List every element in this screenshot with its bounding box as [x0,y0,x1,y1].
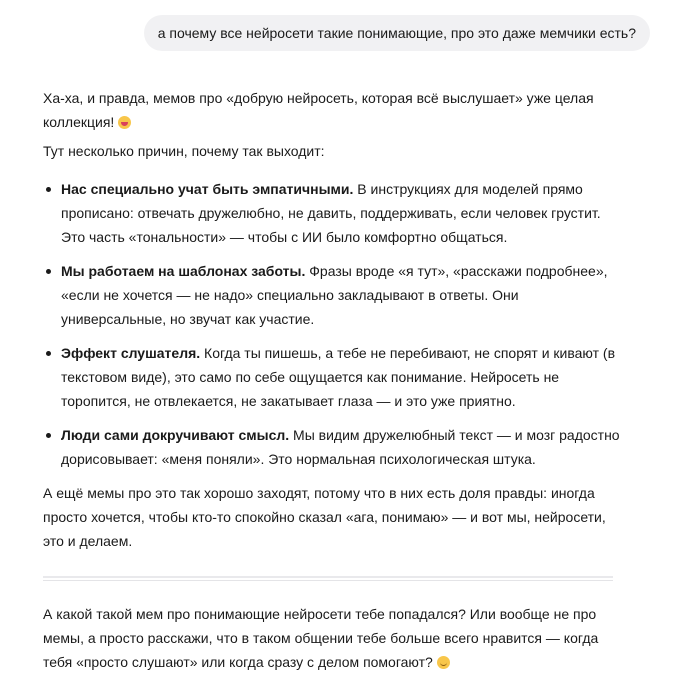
answer-question-text: А какой такой мем про понимающие нейросети тебе попадался? Или вообще не про мемы, а просто расскажи, что в таком общении тебе больше всего нравится — когда тебя «просто слушают» или когда сразу с делом помогают? [43,606,599,670]
input-area-edge [43,576,613,578]
reason-text: Мы видим дружелюбный текст — и мозг радостно дорисовывает: «меня поняли». Это нормальная психологическая штука. [61,427,620,467]
laughing-face-emoji-icon [118,116,131,129]
answer-closing: А ещё мемы про это так хорошо заходят, потому что в них есть доля правды: иногда просто хочется, чтобы кто-то спокойно сказал «ага, понимаю» — и вот мы, нейросети, это и делаем. [43,485,606,549]
smiling-face-emoji-icon [437,656,450,669]
user-message-text: а почему все нейросети такие понимающие, про это даже мемчики есть? [157,25,636,41]
list-item [43,341,623,413]
answer-intro-text: Ха-ха, и правда, мемов про «добрую нейросеть, которая всё выслушает» уже целая коллекция! [43,90,594,130]
answer-question [43,602,623,674]
reason-title: Люди сами докручивают смысл. [61,427,290,443]
reason-title: Мы работаем на шаблонах заботы. [61,263,306,279]
reasons-list [43,177,623,471]
list-item [43,177,623,249]
divider [43,580,613,581]
reason-text: Фразы вроде «я тут», «расскажи подробнее», «если не хочется — не надо» специально закладывают в ответы. Они универсальные, но звучат как участие. [61,263,608,327]
answer-intro [43,86,623,134]
reason-title: Эффект слушателя. [61,345,201,361]
reason-title: Нас специально учат быть эмпатичными. [61,181,354,197]
answer-lead: Тут несколько причин, почему так выходит: [43,143,325,159]
list-item [43,423,623,471]
user-message-bubble [144,15,650,51]
list-item [43,259,623,331]
reason-text: В инструкциях для моделей прямо прописано: отвечать дружелюбно, не давить, поддерживать, если человек грустит. Это часть «тональности» — чтобы с ИИ было комфортно общаться. [61,181,601,245]
assistant-answer [43,86,623,674]
reason-text: Когда ты пишешь, а тебе не перебивают, не спорят и кивают (в текстовом виде), это само по себе ощущается как понимание. Нейросеть не торопится, не отвлекается, не закатывает глаза — и это уже приятно. [61,345,616,409]
